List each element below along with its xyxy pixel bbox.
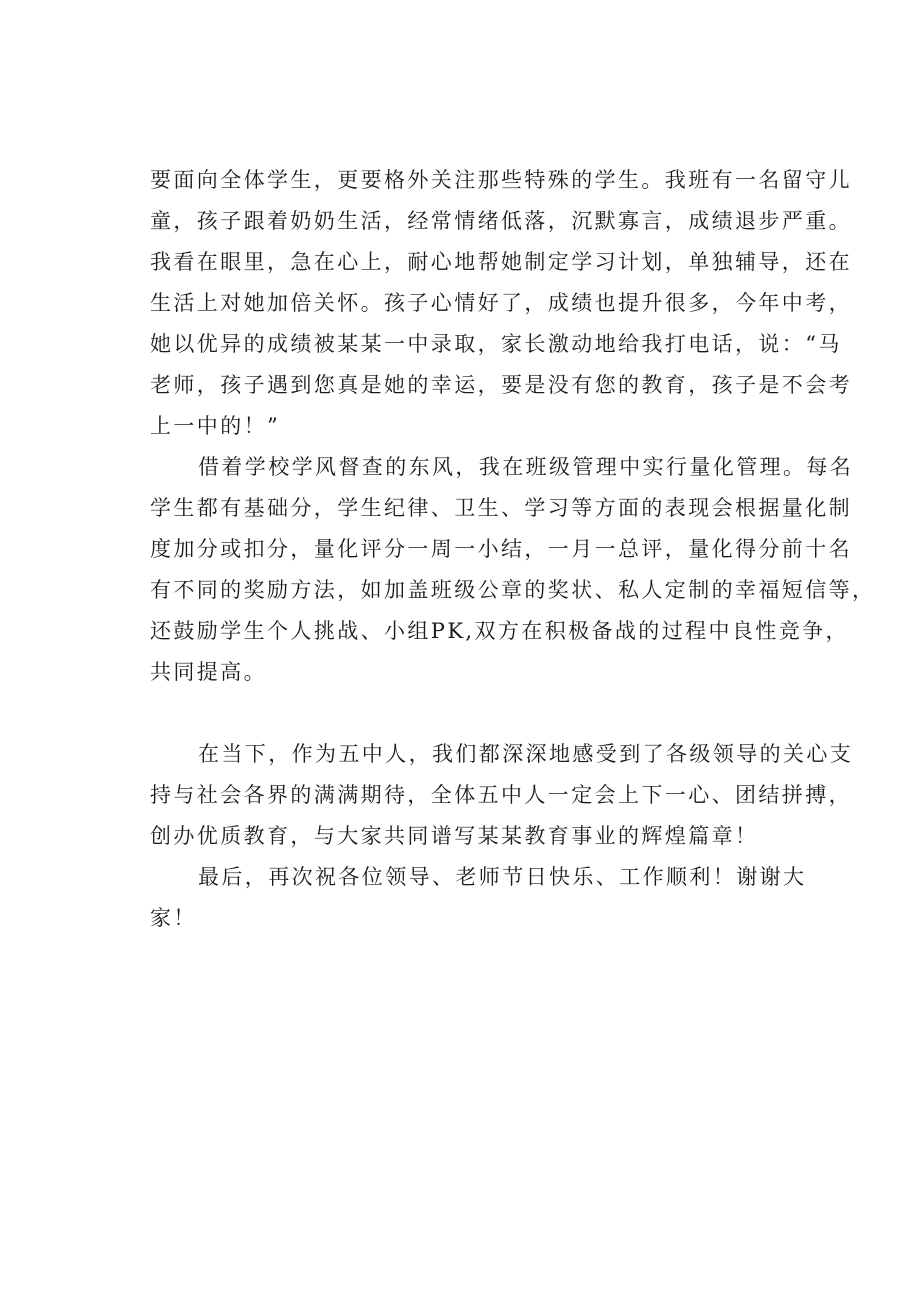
text-line: 上一中的！”: [150, 414, 281, 438]
text-line: 持与社会各界的满满期待，全体五中人一定会上下一心、团结拼搏，: [150, 783, 852, 807]
text-line: 度加分或扣分，量化评分一周一小结，一月一总评，量化得分前十名: [150, 537, 852, 561]
text-line: 还鼓励学生个人挑战、小组PK,双方在积极备战的过程中良性竞争，: [150, 619, 849, 643]
document-page: [150, 160, 876, 939]
text-line: 老师，孩子遇到您真是她的幸运，要是没有您的教育，孩子是不会考: [150, 373, 852, 397]
text-line: 我看在眼里，急在心上，耐心地帮她制定学习计划，单独辅导，还在: [150, 250, 852, 274]
text-line: [150, 693, 810, 734]
text-line: 生活上对她加倍关怀。孩子心情好了，成绩也提升很多，今年中考，: [150, 291, 852, 315]
paragraph-1: [150, 160, 852, 447]
paragraph-3: [150, 734, 854, 857]
text-line: 她以优异的成绩被某某一中录取，家长激动地给我打电话，说：“马: [150, 332, 842, 356]
text-line: 要面向全体学生，更要格外关注那些特殊的学生。我班有一名留守儿: [150, 168, 852, 192]
paragraph-2: [150, 447, 876, 734]
text-line: 在当下，作为五中人，我们都深深地感受到了各级领导的关心支: [198, 742, 854, 766]
paragraph-4: [150, 857, 810, 939]
text-line: 家！: [150, 906, 197, 930]
text-line: 有不同的奖励方法，如加盖班级公章的奖状、私人定制的幸福短信等，: [150, 578, 876, 602]
text-line: 创办优质教育，与大家共同谱写某某教育事业的辉煌篇章！: [150, 824, 759, 848]
text-line: 最后，再次祝各位领导、老师节日快乐、工作顺利！谢谢大: [198, 865, 807, 889]
text-line: 学生都有基础分，学生纪律、卫生、学习等方面的表现会根据量化制: [150, 496, 852, 520]
text-line: 共同提高。: [150, 660, 267, 684]
text-line: 童，孩子跟着奶奶生活，经常情绪低落，沉默寡言，成绩退步严重。: [150, 209, 852, 233]
text-line: 借着学校学风督查的东风，我在班级管理中实行量化管理。每名: [198, 455, 854, 479]
